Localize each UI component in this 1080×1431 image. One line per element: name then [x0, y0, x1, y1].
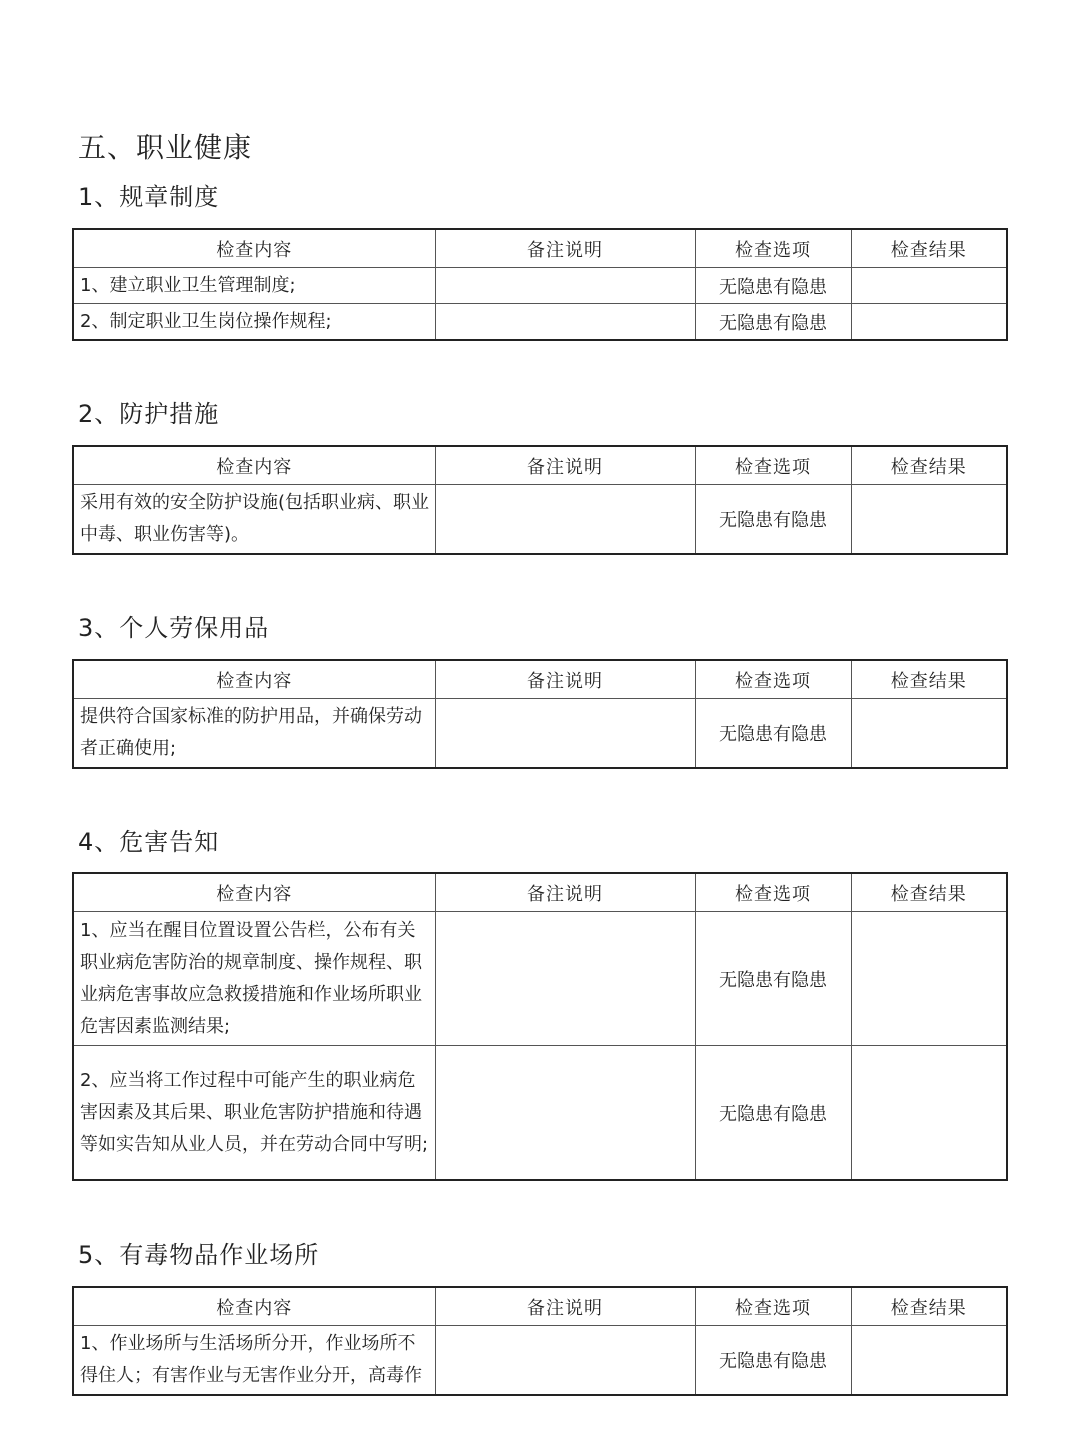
row-result-cell[interactable]	[851, 485, 1007, 555]
table-header-row	[73, 446, 1007, 485]
table-header-row	[73, 1287, 1007, 1326]
table-header-row	[73, 660, 1007, 699]
section-title: 1、规章制度	[78, 183, 220, 211]
header-content: 检查内容	[73, 1287, 435, 1326]
table-row	[73, 485, 1007, 555]
row-content: 2、制定职业卫生岗位操作规程;	[73, 304, 435, 341]
row-note-cell[interactable]	[435, 912, 695, 1046]
check-table-rules	[72, 228, 1008, 341]
section-title: 5、有毒物品作业场所	[78, 1241, 320, 1269]
header-note: 备注说明	[435, 873, 695, 912]
header-result: 检查结果	[851, 446, 1007, 485]
row-option[interactable]: 无隐患有隐患	[695, 1046, 851, 1181]
header-option: 检查选项	[695, 873, 851, 912]
row-result-cell[interactable]	[851, 1326, 1007, 1396]
table-row	[73, 304, 1007, 341]
header-content: 检查内容	[73, 229, 435, 268]
row-option[interactable]: 无隐患有隐患	[695, 268, 851, 304]
page-title: 五、职业健康	[78, 131, 253, 164]
row-note-cell[interactable]	[435, 699, 695, 769]
row-option[interactable]: 无隐患有隐患	[695, 699, 851, 769]
row-result-cell[interactable]	[851, 699, 1007, 769]
table-row	[73, 699, 1007, 769]
row-note-cell[interactable]	[435, 268, 695, 304]
header-option: 检查选项	[695, 1287, 851, 1326]
row-option[interactable]: 无隐患有隐患	[695, 1326, 851, 1396]
section-title: 4、危害告知	[78, 828, 220, 856]
row-content: 提供符合国家标准的防护用品，并确保劳动者正确使用;	[73, 699, 435, 769]
check-table-ppe	[72, 659, 1008, 769]
row-note-cell[interactable]	[435, 304, 695, 341]
header-result: 检查结果	[851, 873, 1007, 912]
section-title: 2、防护措施	[78, 400, 220, 428]
row-content: 采用有效的安全防护设施(包括职业病、职业中毒、职业伤害等)。	[73, 485, 435, 555]
row-note-cell[interactable]	[435, 1326, 695, 1396]
header-result: 检查结果	[851, 660, 1007, 699]
table-row	[73, 912, 1007, 1046]
table-row	[73, 1326, 1007, 1396]
header-note: 备注说明	[435, 446, 695, 485]
check-table-toxic-workplace	[72, 1286, 1008, 1396]
row-result-cell[interactable]	[851, 304, 1007, 341]
row-content: 1、作业场所与生活场所分开，作业场所不得住人；有害作业与无害作业分开，高毒作	[73, 1326, 435, 1396]
check-table-hazard-notice	[72, 872, 1008, 1181]
table-header-row	[73, 229, 1007, 268]
row-content: 1、应当在醒目位置设置公告栏，公布有关职业病危害防治的规章制度、操作规程、职业病危害事故应急救援措施和作业场所职业危害因素监测结果;	[73, 912, 435, 1046]
table-row	[73, 1046, 1007, 1181]
row-content: 1、建立职业卫生管理制度;	[73, 268, 435, 304]
row-option[interactable]: 无隐患有隐患	[695, 485, 851, 555]
check-table-protection	[72, 445, 1008, 555]
table-header-row	[73, 873, 1007, 912]
row-note-cell[interactable]	[435, 1046, 695, 1181]
row-result-cell[interactable]	[851, 268, 1007, 304]
row-option[interactable]: 无隐患有隐患	[695, 304, 851, 341]
header-note: 备注说明	[435, 1287, 695, 1326]
header-content: 检查内容	[73, 446, 435, 485]
header-note: 备注说明	[435, 229, 695, 268]
header-option: 检查选项	[695, 229, 851, 268]
header-option: 检查选项	[695, 446, 851, 485]
header-content: 检查内容	[73, 873, 435, 912]
row-option[interactable]: 无隐患有隐患	[695, 912, 851, 1046]
row-note-cell[interactable]	[435, 485, 695, 555]
header-result: 检查结果	[851, 1287, 1007, 1326]
row-result-cell[interactable]	[851, 1046, 1007, 1181]
header-content: 检查内容	[73, 660, 435, 699]
row-content: 2、应当将工作过程中可能产生的职业病危害因素及其后果、职业危害防护措施和待遇等如实告知从业人员，并在劳动合同中写明;	[73, 1046, 435, 1181]
header-option: 检查选项	[695, 660, 851, 699]
table-row	[73, 268, 1007, 304]
header-result: 检查结果	[851, 229, 1007, 268]
row-result-cell[interactable]	[851, 912, 1007, 1046]
section-title: 3、个人劳保用品	[78, 614, 270, 642]
header-note: 备注说明	[435, 660, 695, 699]
